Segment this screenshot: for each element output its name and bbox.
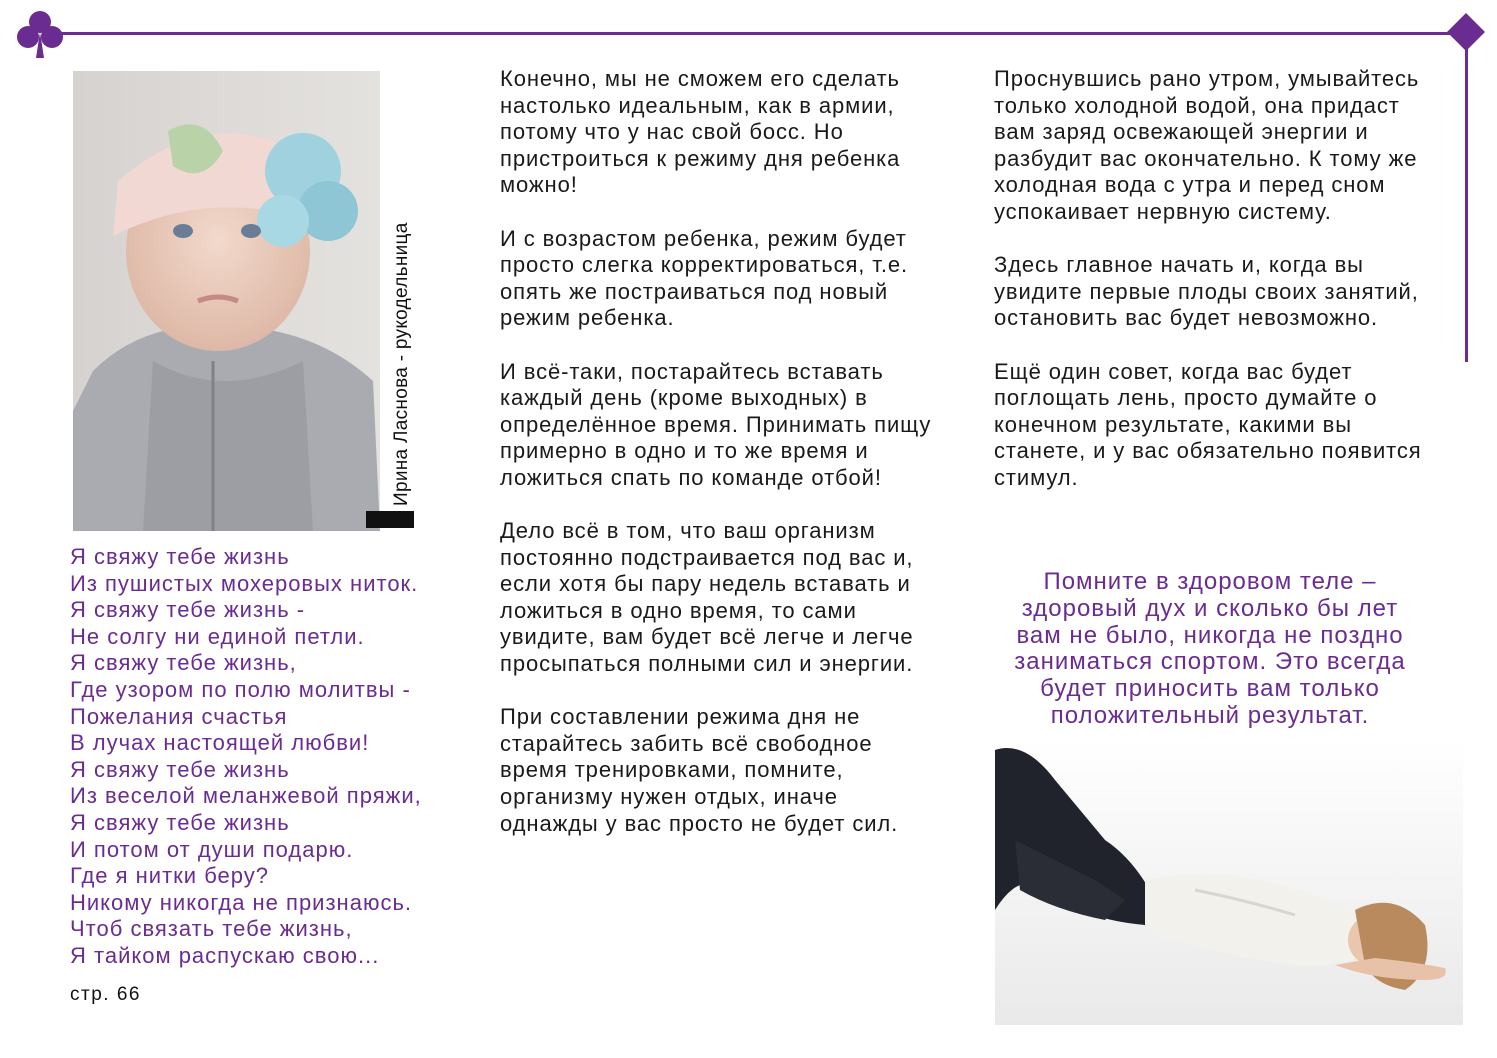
poem-line: Я свяжу тебе жизнь - — [70, 597, 306, 623]
paragraph: При составлении режима дня не старайтесь забить всё свободное время тренировками, помните, организму нужен отдых, иначе однажды у вас просто не будет сил. — [500, 704, 899, 836]
diamond-icon — [1447, 13, 1485, 51]
caption-bar — [366, 511, 414, 528]
poem-line: Из пушистых мохеровых ниток. — [70, 570, 419, 596]
poem-line: Пожелания счастья — [70, 703, 288, 729]
poem-line: Я свяжу тебе жизнь, — [70, 650, 297, 676]
paragraph: И всё-таки, постарайтесь вставать каждый день (кроме выходных) в определённое время. Принимать пищу примерно в одно и то же время и ложиться спать по команде отбой! — [500, 358, 932, 490]
poem — [70, 544, 490, 970]
poem-line: Я свяжу тебе жизнь — [70, 756, 290, 782]
poem-line: Я тайком распускаю свою... — [70, 942, 380, 968]
paragraph: Конечно, мы не сможем его сделать настолько идеальным, как в армии, потому что у нас свой босс. Но пристроиться к режиму дня ребенка можно! — [500, 66, 901, 198]
poem-line: Из веселой меланжевой пряжи, — [70, 783, 422, 809]
poem-line: В лучах настоящей любви! — [70, 730, 370, 756]
poem-line: Где узором по полю молитвы - — [70, 676, 411, 702]
highlight-quote: Помните в здоровом теле – здоровый дух и сколько бы лет вам не было, никогда не поздно заниматься спортом. Это всегда будет приносить вам только положительный результат. — [1014, 568, 1406, 729]
photo-caption: Ирина Ласнова - рукодельница — [391, 222, 412, 506]
paragraph: Ещё один совет, когда вас будет поглощать лень, просто думайте о конечном результате, какими вы станете, и у вас обязательно появится стимул. — [994, 358, 1422, 490]
club-suit-icon — [14, 8, 66, 60]
paragraph: Проснувшись рано утром, умывайтесь только холодной водой, она придаст вам заряд освежающей энергии и разбудит вас окончательно. К тому же холодная вода с утра и перед сном успокаивает нервную систему. — [994, 66, 1420, 224]
poem-line: Где я нитки беру? — [70, 863, 270, 889]
poem-line: И потом от души подарю. — [70, 836, 354, 862]
poem-line: Не солгу ни единой петли. — [70, 623, 365, 649]
article-column-right — [994, 66, 1434, 518]
poem-line: Я свяжу тебе жизнь — [70, 809, 290, 835]
woman-photo — [995, 740, 1463, 1025]
page-number: стр. 66 — [70, 984, 141, 1005]
paragraph: Здесь главное начать и, когда вы увидите первые плоды своих занятий, остановить вас будет невозможно. — [994, 252, 1419, 331]
poem-line: Чтоб связать тебе жизнь, — [70, 916, 353, 942]
poem-line: Я свяжу тебе жизнь — [70, 544, 290, 569]
paragraph: Дело всё в том, что ваш организм постоянно подстраивается под вас и, если хотя бы пару недель вставать и ложиться в одно время, то сами увидите, вам будет всё легче и легче просыпаться полными сил и энергии. — [500, 518, 914, 677]
child-photo — [73, 71, 380, 531]
right-border-line — [1465, 48, 1468, 362]
article-column-middle — [500, 66, 940, 864]
paragraph: И с возрастом ребенка, режим будет просто слегка корректироваться, т.е. опять же постраиваться под новый режим ребенка. — [500, 225, 909, 331]
top-border-line — [48, 32, 1458, 35]
poem-line: Никому никогда не признаюсь. — [70, 889, 413, 915]
